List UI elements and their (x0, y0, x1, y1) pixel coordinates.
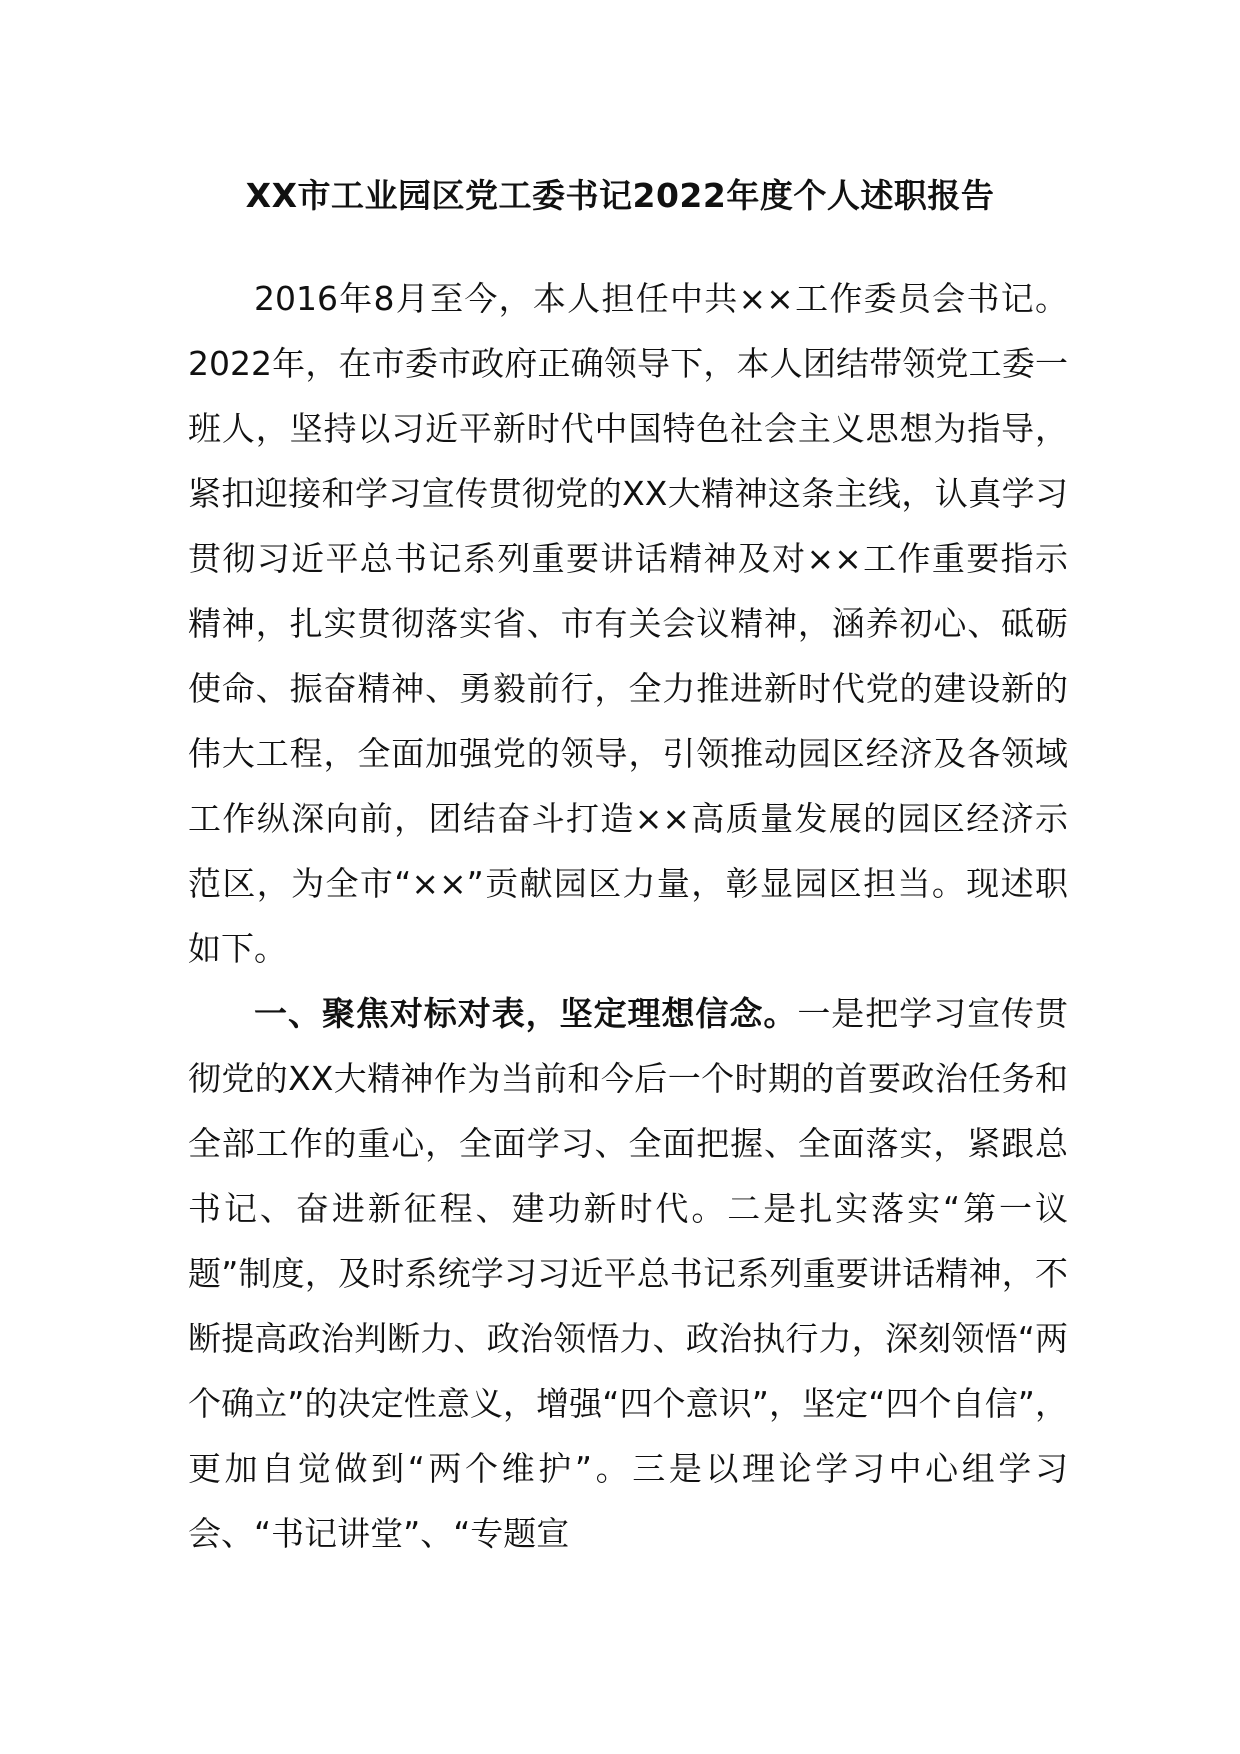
paragraph-section-1 (188, 981, 1068, 1566)
section-heading: 一、聚焦对标对表，坚定理想信念。 (254, 994, 798, 1033)
document-body (188, 266, 1068, 1566)
paragraph-intro (188, 266, 1068, 981)
paragraph-text: 2016年8月至今，本人担任中共××工作委员会书记。2022年，在市委市政府正确领导下，本人团结带领党工委一班人，坚持以习近平新时代中国特色社会主义思想为指导，紧扣迎接和学习宣传贯彻党的XX大精神这条主线，认真学习贯彻习近平总书记系列重要讲话精神及对××工作重要指示精神，扎实贯彻落实省、市有关会议精神，涵养初心、砥砺使命、振奋精神、勇毅前行，全力推进新时代党的建设新的伟大工程，全面加强党的领导，引领推动园区经济及各领域工作纵深向前，团结奋斗打造××高质量发展的园区经济示范区，为全市“××”贡献园区力量，彰显园区担当。现述职如下。 (188, 279, 1068, 968)
paragraph-text: 一是把学习宣传贯彻党的XX大精神作为当前和今后一个时期的首要政治任务和全部工作的重心，全面学习、全面把握、全面落实，紧跟总书记、奋进新征程、建功新时代。二是扎实落实“第一议题”制度，及时系统学习习近平总书记系列重要讲话精神，不断提高政治判断力、政治领悟力、政治执行力，深刻领悟“两个确立”的决定性意义，增强“四个意识”，坚定“四个自信”，更加自觉做到“两个维护”。三是以理论学习中心组学习会、“书记讲堂”、“专题宣 (188, 994, 1069, 1553)
document-title: XX市工业园区党工委书记2022年度个人述职报告 (245, 176, 995, 215)
